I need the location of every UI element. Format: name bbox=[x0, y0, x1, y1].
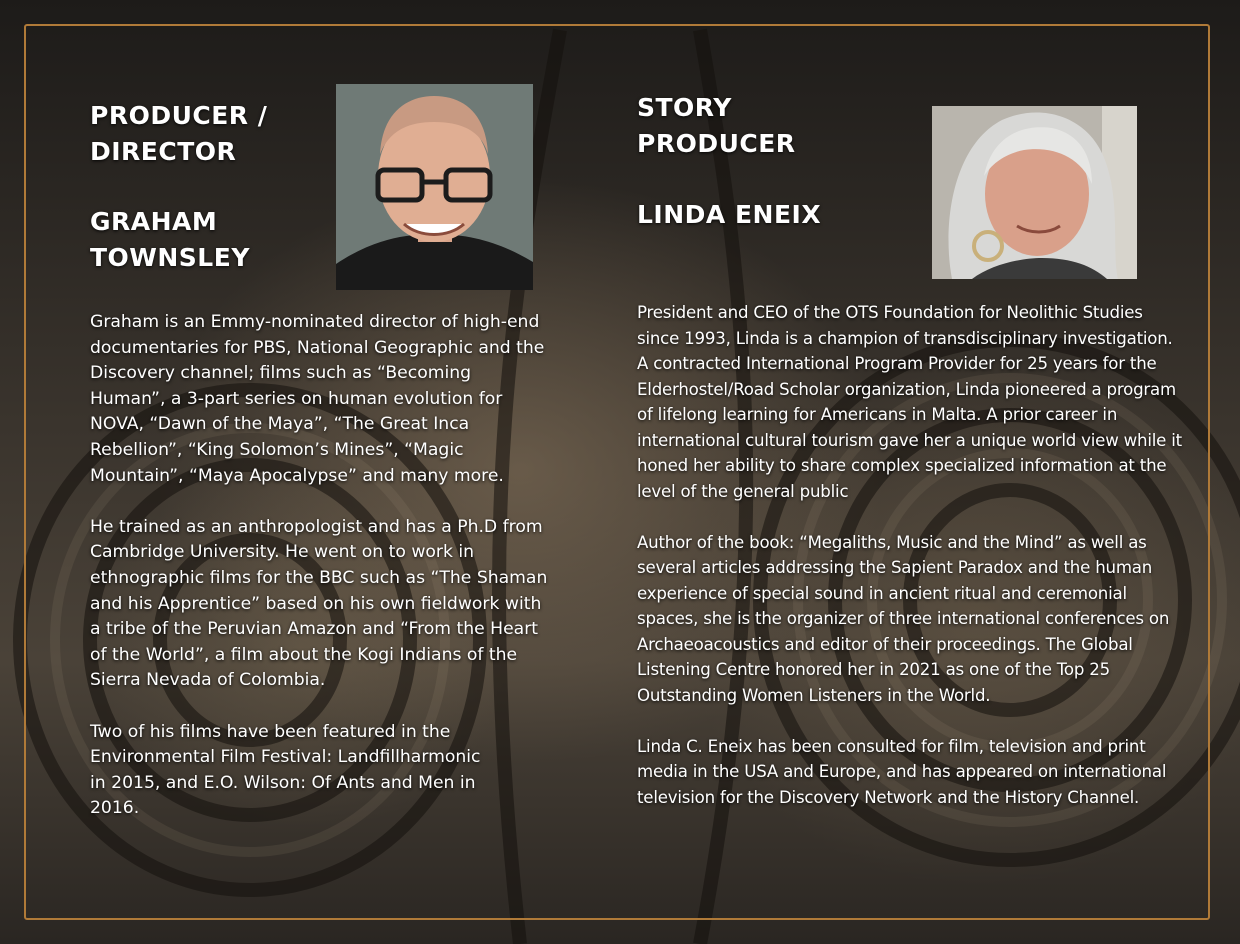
graham-townsley-photo bbox=[336, 84, 533, 290]
left-bio-paragraph-1: Graham is an Emmy-nominated director of high-end documentaries for PBS, National Geographic and the Discovery channel; films such as “Becoming Human”, a 3-part series on human evolution for NOVA, “Dawn of the Maya”, “The Great Inca Rebellion”, “King Solomon’s Mines”, “Magic Mountain”, “Maya Apocalypse” and many more. bbox=[90, 312, 545, 486]
left-bio-paragraph-2: He trained as an anthropologist and has a Ph.D from Cambridge University. He went on to work in ethnographic films for the BBC such as “The Shaman and his Apprentice” based on his own fieldwork with a tribe of the Peruvian Amazon and “From the Heart of the World”, a film about the Kogi Indians of the Sierra Nevada of Colombia. bbox=[90, 516, 548, 691]
left-name-heading: GRAHAM TOWNSLEY bbox=[90, 207, 250, 272]
linda-eneix-photo bbox=[932, 106, 1137, 279]
left-bio bbox=[90, 310, 550, 847]
person-portrait-icon bbox=[336, 84, 533, 290]
right-name-heading: LINDA ENEIX bbox=[637, 200, 822, 229]
right-role-heading: STORY PRODUCER bbox=[637, 93, 796, 158]
left-bio-paragraph-3: Two of his films have been featured in the Environmental Film Festival: Landfillharmonic in 2015, and E.O. Wilson: Of Ants and Men in 2016. bbox=[90, 721, 481, 819]
right-bio-paragraph-3: Linda C. Eneix has been consulted for film, television and print media in the USA and Europe, and has appeared on international television for the Discovery Network and the History Channel. bbox=[637, 736, 1167, 807]
person-portrait-icon bbox=[932, 106, 1137, 279]
right-bio bbox=[637, 300, 1182, 836]
right-bio-paragraph-1: President and CEO of the OTS Foundation for Neolithic Studies since 1993, Linda is a champion of transdisciplinary investigation. A contracted International Program Provider for 25 years for the Elderhostel/Road Scholar organization, Linda pioneered a program of lifelong learning for Americans in Malta. A prior career in international cultural tourism gave her a unique world view while it honed her ability to share complex specialized information at the level of the general public bbox=[637, 303, 1182, 501]
right-bio-paragraph-2: Author of the book: “Megaliths, Music and the Mind” as well as several articles addressing the Sapient Paradox and the human experience of special sound in ancient ritual and ceremonial spaces, she is the organizer of three international conferences on Archaeoacoustics and editor of their proceedings. The Global Listening Centre honored her in 2021 as one of the Top 25 Outstanding Women Listeners in the World. bbox=[637, 532, 1170, 705]
left-role-heading: PRODUCER / DIRECTOR bbox=[90, 101, 268, 166]
